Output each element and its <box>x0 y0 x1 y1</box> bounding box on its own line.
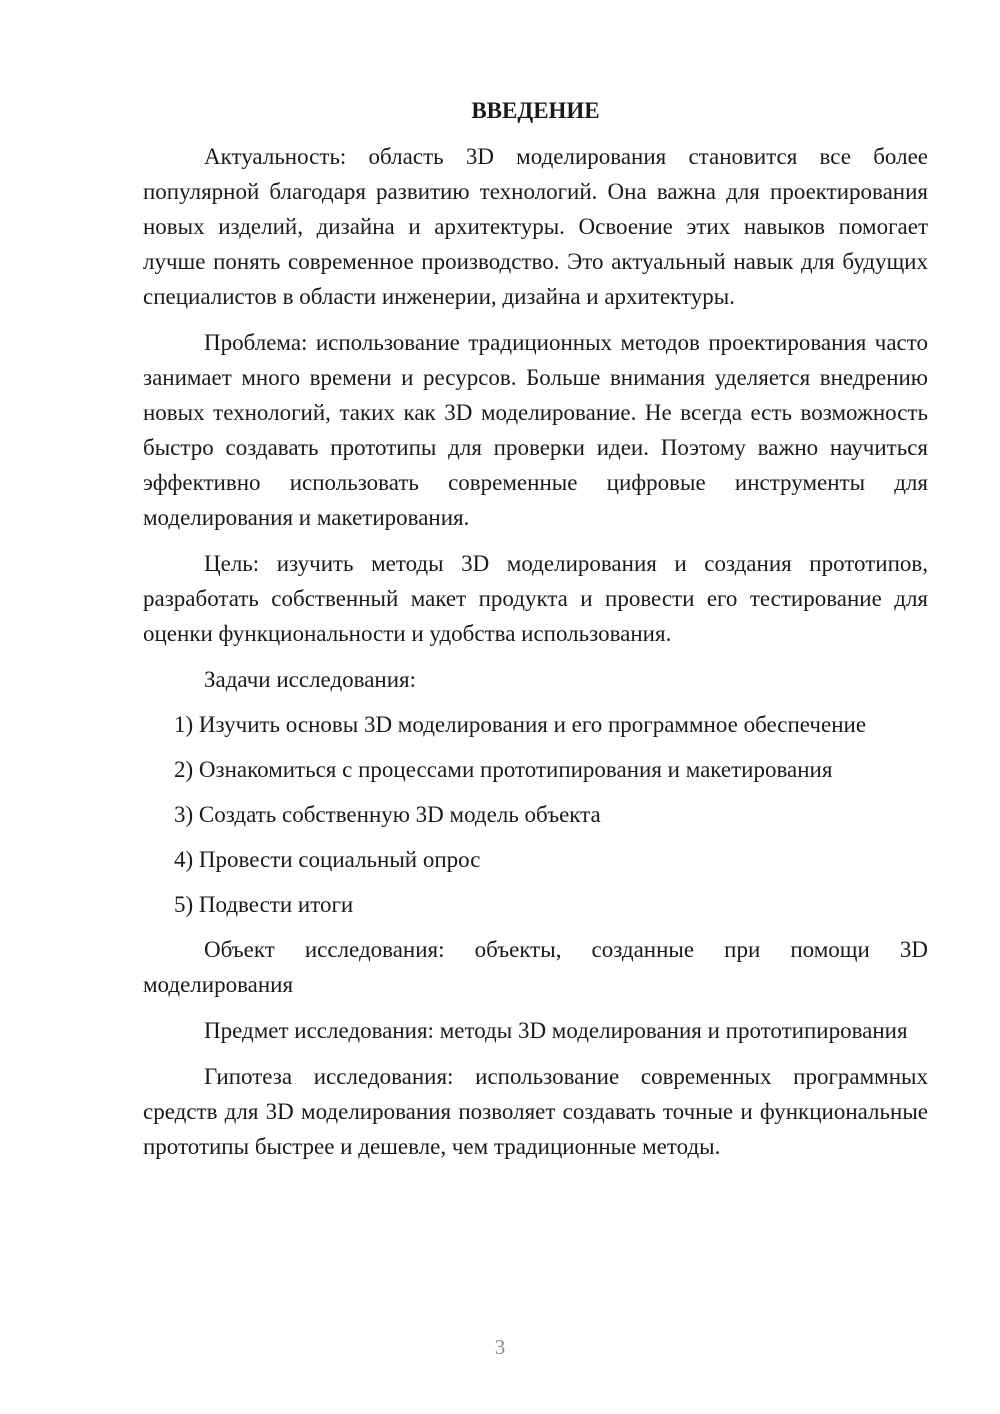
goal-paragraph: Цель: изучить методы 3D моделирования и создания прототипов, разработать собственный макет продукта и провести его тестирование для оценки функциональности и удобства использования. <box>143 551 928 646</box>
task-item: 1) Изучить основы 3D моделирования и его программное обеспечение <box>174 712 867 737</box>
task-item: 2) Ознакомиться с процессами прототипирования и макетирования <box>174 757 833 782</box>
tasks-heading: Задачи исследования: <box>204 667 417 692</box>
tasks-list <box>143 707 928 922</box>
page-number: 3 <box>494 1335 506 1359</box>
problem-paragraph: Проблема: использование традиционных методов проектирования часто занимает много времени и ресурсов. Больше внимания уделяется внедрению новых технологий, таких как 3D моделирование. Не всегда есть возможность быстро создавать прототипы для проверки идеи. Поэтому важно научиться эффективно использовать современные цифровые инструменты для моделирования и макетирования. <box>143 330 928 530</box>
section-title: ВВЕДЕНИЕ <box>471 98 600 123</box>
hypothesis-paragraph: Гипотеза исследования: использование современных программных средств для 3D моделирования позволяет создавать точные и функциональные прототипы быстрее и дешевле, чем традиционные методы. <box>143 1064 928 1159</box>
task-item: 4) Провести социальный опрос <box>174 847 481 872</box>
task-item: 3) Создать собственную 3D модель объекта <box>174 802 601 827</box>
subject-paragraph: Предмет исследования: методы 3D моделирования и прототипирования <box>204 1018 908 1043</box>
task-item: 5) Подвести итоги <box>174 892 354 917</box>
object-paragraph: Объект исследования: объекты, созданные при помощи 3D моделирования <box>143 937 928 997</box>
page-content <box>143 94 928 1175</box>
relevance-paragraph: Актуальность: область 3D моделирования становится все более популярной благодаря развитию технологий. Она важна для проектирования новых изделий, дизайна и архитектуры. Освоение этих навыков помогает лучше понять современное производство. Это актуальный навык для будущих специалистов в области инженерии, дизайна и архитектуры. <box>143 144 928 309</box>
